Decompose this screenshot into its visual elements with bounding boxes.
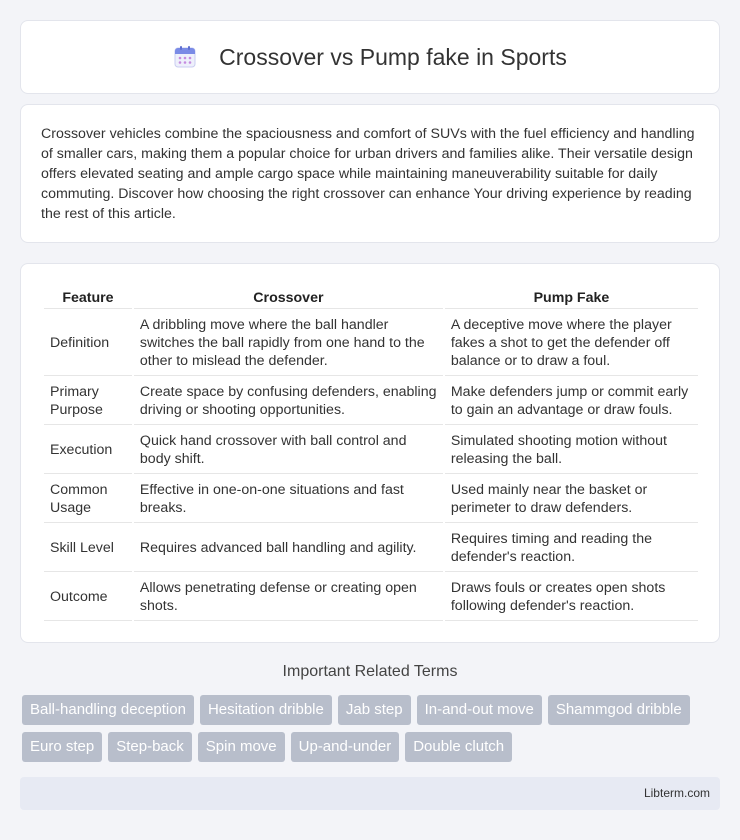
related-terms-title: Important Related Terms (282, 663, 458, 680)
comparison-table-card (20, 263, 720, 643)
related-term-tag[interactable]: Hesitation dribble (200, 695, 332, 725)
related-term-tag[interactable]: Shammgod dribble (548, 695, 690, 725)
feature-cell: Primary Purpose (44, 378, 132, 425)
crossover-cell: Create space by confusing defenders, enabling driving or shooting opportunities. (134, 378, 443, 425)
pump-fake-cell: A deceptive move where the player fakes a shot to get the defender off balance or to draw a foul. (445, 311, 698, 376)
intro-text: Crossover vehicles combine the spaciousness and comfort of SUVs with the fuel efficiency and handling of smaller cars, making them a popular choice for urban drivers and families alike. Their versatile design offers elevated seating and ample cargo space while maintaining maneuverability suitable for daily commuting. Discover how choosing the right crossover can enhance Your driving experience by reading the rest of this article. (41, 126, 695, 222)
title-wrap (173, 44, 567, 71)
feature-cell: Skill Level (44, 525, 132, 572)
feature-cell: Outcome (44, 574, 132, 621)
table-row (44, 525, 698, 572)
table-header-row (44, 286, 698, 309)
crossover-cell: Allows penetrating defense or creating open shots. (134, 574, 443, 621)
header-crossover: Crossover (134, 286, 443, 309)
pump-fake-cell: Draws fouls or creates open shots following defender's reaction. (445, 574, 698, 621)
crossover-cell: Quick hand crossover with ball control and body shift. (134, 427, 443, 474)
table-row (44, 311, 698, 376)
footer-site-link[interactable]: Libterm.com (643, 786, 710, 800)
comparison-table (42, 284, 700, 623)
table-row (44, 476, 698, 523)
pump-fake-cell: Simulated shooting motion without releasing the ball. (445, 427, 698, 474)
related-term-tag[interactable]: Step-back (108, 732, 192, 762)
intro-card (20, 104, 720, 243)
pump-fake-cell: Used mainly near the basket or perimeter to draw defenders. (445, 476, 698, 523)
related-term-tag[interactable]: Jab step (338, 695, 411, 725)
related-term-tag[interactable]: In-and-out move (417, 695, 542, 725)
feature-cell: Execution (44, 427, 132, 474)
crossover-cell: Requires advanced ball handling and agility. (134, 525, 443, 572)
related-terms-list (22, 695, 722, 762)
footer (20, 777, 720, 810)
table-row (44, 427, 698, 474)
pump-fake-cell: Requires timing and reading the defender's reaction. (445, 525, 698, 572)
crossover-cell: A dribbling move where the ball handler switches the ball rapidly from one hand to the other to mislead the defender. (134, 311, 443, 376)
crossover-cell: Effective in one-on-one situations and fast breaks. (134, 476, 443, 523)
feature-cell: Definition (44, 311, 132, 376)
header-pump-fake: Pump Fake (445, 286, 698, 309)
related-term-tag[interactable]: Spin move (198, 732, 285, 762)
page-title: Crossover vs Pump fake in Sports (219, 43, 567, 70)
calendar-icon (173, 45, 197, 69)
pump-fake-cell: Make defenders jump or commit early to gain an advantage or draw fouls. (445, 378, 698, 425)
header-feature: Feature (44, 286, 132, 309)
related-term-tag[interactable]: Ball-handling deception (22, 695, 194, 725)
related-term-tag[interactable]: Up-and-under (291, 732, 400, 762)
table-row (44, 378, 698, 425)
related-term-tag[interactable]: Double clutch (405, 732, 512, 762)
header-card (20, 20, 720, 94)
feature-cell: Common Usage (44, 476, 132, 523)
table-row (44, 574, 698, 621)
related-term-tag[interactable]: Euro step (22, 732, 102, 762)
